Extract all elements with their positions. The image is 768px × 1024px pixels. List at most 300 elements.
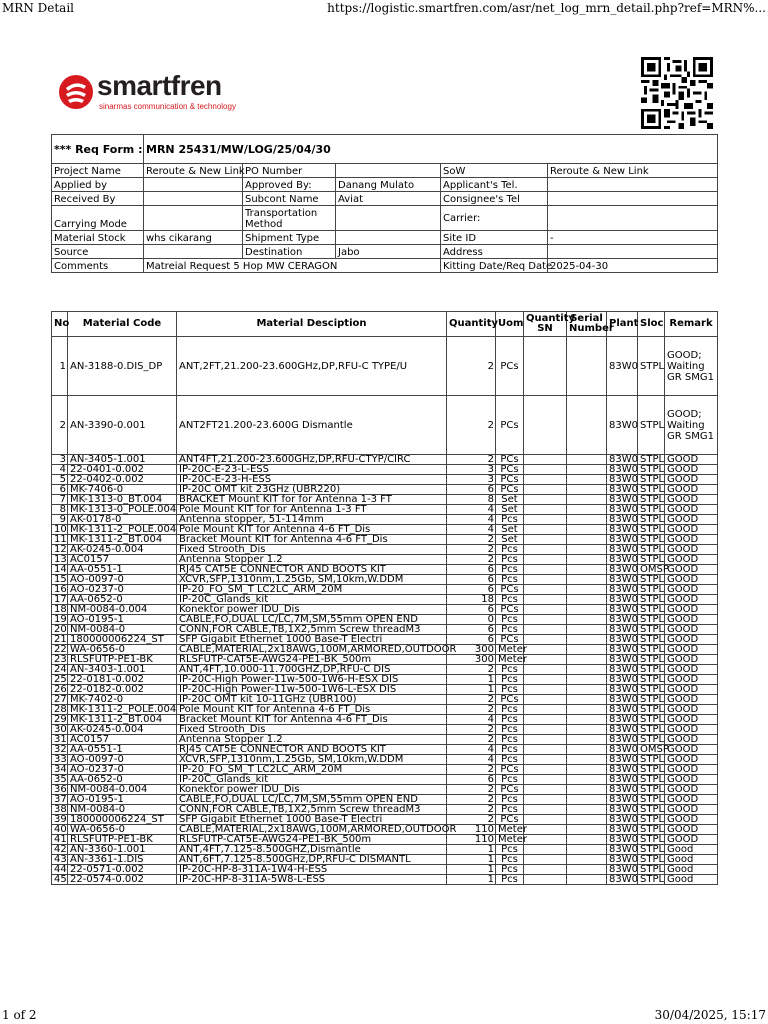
quantity-sn [524, 545, 567, 555]
quantity-sn [524, 835, 567, 845]
project-name-value: Reroute & New Link [144, 164, 243, 178]
destination-label: Destination [243, 245, 336, 259]
header-row [52, 245, 718, 259]
material-code: AK-0178-0 [68, 515, 177, 525]
material-code: AN-3360-1.001 [68, 845, 177, 855]
material-code: 180000006224_ST [68, 815, 177, 825]
table-row [52, 665, 718, 675]
quantity: 3 [447, 475, 496, 485]
material-description: ANT,2FT,21.200-23.600GHz,DP,RFU-C TYPE/U [177, 337, 447, 396]
serial-number [567, 865, 607, 875]
material-description: RJ45 CAT5E CONNECTOR AND BOOTS KIT [177, 745, 447, 755]
material-code: AN-3390-0.001 [68, 396, 177, 455]
table-row [52, 337, 718, 396]
remark: GOOD; Waiting GR SMG1 [665, 396, 718, 455]
row-number: 42 [52, 845, 68, 855]
quantity-sn [524, 635, 567, 645]
address-value [548, 245, 718, 259]
plant: 83W0 [607, 505, 638, 515]
quantity-sn [524, 655, 567, 665]
received-by-value [144, 192, 243, 206]
carrying-mode-label: Carrying Mode [52, 206, 144, 231]
serial-number [567, 725, 607, 735]
sloc: STPL [638, 495, 665, 505]
remark: GOOD [665, 565, 718, 575]
remark: Good [665, 865, 718, 875]
shipment-type-label: Shipment Type [243, 231, 336, 245]
table-row [52, 565, 718, 575]
material-description: Pole Mount KIT for Antenna 4-6 FT_Dis [177, 525, 447, 535]
row-number: 10 [52, 525, 68, 535]
materials-body [52, 337, 718, 885]
req-form-value: MRN 25431/MW/LOG/25/04/30 [144, 135, 718, 164]
quantity-sn [524, 795, 567, 805]
quantity-sn [524, 735, 567, 745]
remark: GOOD [665, 545, 718, 555]
serial-number [567, 625, 607, 635]
quantity: 0 [447, 615, 496, 625]
plant: 83W0 [607, 455, 638, 465]
row-number: 28 [52, 705, 68, 715]
plant: 83W0 [607, 675, 638, 685]
serial-number [567, 805, 607, 815]
uom: Meter [496, 825, 524, 835]
sloc: STPL [638, 645, 665, 655]
quantity: 300 [447, 645, 496, 655]
page-indicator: 1 of 2 [2, 1008, 37, 1022]
page-url[interactable]: https://logistic.smartfren.com/asr/net_log_mrn_detail.php?ref=MRN%... [327, 1, 766, 15]
table-row [52, 865, 718, 875]
quantity-sn [524, 755, 567, 765]
plant: 83W0 [607, 615, 638, 625]
column-header: Material Desciption [177, 312, 447, 337]
kitting-date-value: 2025-04-30 [548, 259, 718, 273]
quantity: 1 [447, 685, 496, 695]
serial-number [567, 555, 607, 565]
row-number: 40 [52, 825, 68, 835]
serial-number [567, 825, 607, 835]
quantity: 4 [447, 715, 496, 725]
quantity-sn [524, 455, 567, 465]
remark: GOOD [665, 585, 718, 595]
quantity-sn [524, 705, 567, 715]
approved-by-value: Danang Mulato [336, 178, 441, 192]
quantity-sn [524, 515, 567, 525]
quantity-sn [524, 715, 567, 725]
browser-footer [0, 1006, 768, 1024]
sloc: STPL [638, 775, 665, 785]
sloc: STPL [638, 505, 665, 515]
serial-number [567, 605, 607, 615]
transport-method-label: Transportation Method [243, 206, 336, 231]
quantity-sn [524, 785, 567, 795]
plant: 83W0 [607, 685, 638, 695]
comments-value: Matreial Request 5 Hop MW CERAGON [144, 259, 441, 273]
plant: 83W0 [607, 735, 638, 745]
material-description: ANT2FT21.200-23.600G Dismantle [177, 396, 447, 455]
plant: 83W0 [607, 745, 638, 755]
remark: GOOD [665, 575, 718, 585]
remark: Good [665, 845, 718, 855]
header-row [52, 259, 718, 273]
material-description: IP-20C-E-23-L-ESS [177, 465, 447, 475]
uom: Pcs [496, 615, 524, 625]
quantity-sn [524, 555, 567, 565]
serial-number [567, 475, 607, 485]
remark: GOOD [665, 615, 718, 625]
request-header-table [51, 134, 718, 273]
uom: PCs [496, 485, 524, 495]
table-row [52, 585, 718, 595]
sloc: STPL [638, 535, 665, 545]
table-row [52, 465, 718, 475]
plant: 83W0 [607, 655, 638, 665]
material-description: IP-20C-HP-8-311A-5W8-L-ESS [177, 875, 447, 885]
table-row [52, 525, 718, 535]
column-header: No [52, 312, 68, 337]
table-row [52, 515, 718, 525]
plant: 83W0 [607, 855, 638, 865]
serial-number [567, 855, 607, 865]
material-description: IP-20C OMT kit 23GHz (UBR220) [177, 485, 447, 495]
uom: PCs [496, 815, 524, 825]
remark: GOOD [665, 705, 718, 715]
carrying-mode-value [144, 206, 243, 231]
quantity: 2 [447, 765, 496, 775]
sloc: STPL [638, 665, 665, 675]
subcont-name-value: Aviat [336, 192, 441, 206]
row-number: 34 [52, 765, 68, 775]
row-number: 32 [52, 745, 68, 755]
sloc: STPL [638, 725, 665, 735]
quantity-sn [524, 665, 567, 675]
table-row [52, 725, 718, 735]
uom: PCs [496, 635, 524, 645]
material-description: Pole Mount KIT for Antenna 4-6 FT_Dis [177, 705, 447, 715]
sloc: STPL [638, 785, 665, 795]
serial-number [567, 875, 607, 885]
sloc: STPL [638, 525, 665, 535]
material-description: Konektor power IDU_Dis [177, 605, 447, 615]
table-row [52, 535, 718, 545]
quantity: 110 [447, 835, 496, 845]
material-description: CABLE,FO,DUAL LC/LC,7M,SM,55mm OPEN END [177, 615, 447, 625]
plant: 83W0 [607, 545, 638, 555]
row-number: 11 [52, 535, 68, 545]
quantity-sn [524, 575, 567, 585]
uom: Pcs [496, 625, 524, 635]
material-description: Pole Mount KIT for for Antenna 1-3 FT [177, 505, 447, 515]
serial-number [567, 575, 607, 585]
table-row [52, 575, 718, 585]
plant: 83W0 [607, 485, 638, 495]
serial-number [567, 465, 607, 475]
row-number: 16 [52, 585, 68, 595]
quantity-sn [524, 475, 567, 485]
sow-value: Reroute & New Link [548, 164, 718, 178]
remark: GOOD [665, 755, 718, 765]
uom: Pcs [496, 665, 524, 675]
quantity: 2 [447, 705, 496, 715]
plant: 83W0 [607, 795, 638, 805]
kitting-date-label: Kitting Date/Req Date [441, 259, 548, 273]
row-number: 33 [52, 755, 68, 765]
material-description: RLSFUTP-CAT5E-AWG24-PE1-BK_500m [177, 655, 447, 665]
uom: Meter [496, 835, 524, 845]
column-header: Material Code [68, 312, 177, 337]
quantity: 6 [447, 605, 496, 615]
material-description: Konektor power IDU_Dis [177, 785, 447, 795]
serial-number [567, 535, 607, 545]
table-row [52, 715, 718, 725]
quantity-sn [524, 685, 567, 695]
table-row [52, 495, 718, 505]
quantity-sn [524, 605, 567, 615]
sloc: STPL [638, 485, 665, 495]
material-code: MK-1311-2_POLE.004 [68, 525, 177, 535]
sloc: STPL [638, 595, 665, 605]
sloc: STPL [638, 835, 665, 845]
material-code: AA-0551-1 [68, 745, 177, 755]
quantity: 2 [447, 555, 496, 565]
remark: GOOD [665, 825, 718, 835]
quantity: 300 [447, 655, 496, 665]
destination-value: Jabo [336, 245, 441, 259]
remark: GOOD [665, 605, 718, 615]
quantity: 110 [447, 825, 496, 835]
sloc: STPL [638, 825, 665, 835]
table-row [52, 545, 718, 555]
material-description: IP-20C-HP-8-311A-1W4-H-ESS [177, 865, 447, 875]
table-row [52, 595, 718, 605]
quantity-sn [524, 875, 567, 885]
address-label: Address [441, 245, 548, 259]
row-number: 8 [52, 505, 68, 515]
quantity-sn [524, 565, 567, 575]
serial-number [567, 715, 607, 725]
quantity: 2 [447, 805, 496, 815]
material-description: BRACKET Mount KIT for for Antenna 1-3 FT [177, 495, 447, 505]
sloc: STPL [638, 845, 665, 855]
remark: GOOD [665, 805, 718, 815]
uom: PCs [496, 785, 524, 795]
row-number: 18 [52, 605, 68, 615]
plant: 83W0 [607, 705, 638, 715]
table-row [52, 775, 718, 785]
uom: PCs [496, 455, 524, 465]
table-row [52, 505, 718, 515]
plant: 83W0 [607, 565, 638, 575]
remark: GOOD [665, 635, 718, 645]
uom: Pcs [496, 845, 524, 855]
row-number: 29 [52, 715, 68, 725]
row-number: 27 [52, 695, 68, 705]
quantity-sn [524, 645, 567, 655]
quantity: 2 [447, 535, 496, 545]
material-code: AA-0551-1 [68, 565, 177, 575]
quantity: 6 [447, 565, 496, 575]
material-code: NM-0084-0.004 [68, 605, 177, 615]
serial-number [567, 735, 607, 745]
remark: GOOD [665, 775, 718, 785]
uom: Meter [496, 655, 524, 665]
uom: Pcs [496, 755, 524, 765]
sloc: OMSP [638, 745, 665, 755]
remark: GOOD [665, 595, 718, 605]
quantity: 6 [447, 575, 496, 585]
serial-number [567, 585, 607, 595]
remark: GOOD [665, 725, 718, 735]
quantity: 2 [447, 337, 496, 396]
table-row [52, 795, 718, 805]
material-code: 22-0402-0.002 [68, 475, 177, 485]
uom: Pcs [496, 685, 524, 695]
carrier-label: Carrier: [441, 206, 548, 231]
serial-number [567, 455, 607, 465]
material-description: SFP Gigabit Ethernet 1000 Base-T Electri [177, 815, 447, 825]
sloc: STPL [638, 675, 665, 685]
remark: Good [665, 875, 718, 885]
plant: 83W0 [607, 625, 638, 635]
sloc: STPL [638, 465, 665, 475]
row-number: 19 [52, 615, 68, 625]
remark: GOOD [665, 525, 718, 535]
material-code: NM-0084-0 [68, 625, 177, 635]
table-row [52, 675, 718, 685]
plant: 83W0 [607, 845, 638, 855]
plant: 83W0 [607, 815, 638, 825]
material-code: 22-0182-0.002 [68, 685, 177, 695]
material-code: AO-0237-0 [68, 765, 177, 775]
plant: 83W0 [607, 605, 638, 615]
quantity-sn [524, 585, 567, 595]
material-description: IP-20C-E-23-H-ESS [177, 475, 447, 485]
quantity-sn [524, 805, 567, 815]
subcont-name-label: Subcont Name [243, 192, 336, 206]
sloc: STPL [638, 855, 665, 865]
serial-number [567, 745, 607, 755]
uom: PCs [496, 337, 524, 396]
quantity: 4 [447, 525, 496, 535]
quantity-sn [524, 485, 567, 495]
material-description: Bracket Mount KIT for Antenna 4-6 FT_Dis [177, 715, 447, 725]
transport-method-value [336, 206, 441, 231]
table-row [52, 695, 718, 705]
row-number: 41 [52, 835, 68, 845]
serial-number [567, 545, 607, 555]
row-number: 23 [52, 655, 68, 665]
table-row [52, 635, 718, 645]
remark: GOOD [665, 695, 718, 705]
remark: GOOD [665, 815, 718, 825]
material-description: ANT,4FT,10.000-11.700GHZ,DP,RFU-C DIS [177, 665, 447, 675]
row-number: 44 [52, 865, 68, 875]
material-description: IP-20C_Glands_kit [177, 595, 447, 605]
plant: 83W0 [607, 555, 638, 565]
quantity-sn [524, 465, 567, 475]
plant: 83W0 [607, 645, 638, 655]
plant: 83W0 [607, 535, 638, 545]
material-code: AN-3188-0.DIS_DP [68, 337, 177, 396]
remark: GOOD; Waiting GR SMG1 [665, 337, 718, 396]
site-id-value: - [548, 231, 718, 245]
material-code: MK-1311-2_BT.004 [68, 715, 177, 725]
serial-number [567, 495, 607, 505]
uom: Set [496, 525, 524, 535]
quantity: 1 [447, 855, 496, 865]
row-number: 15 [52, 575, 68, 585]
material-description: IP-20C OMT kit 10-11GHz (UBR100) [177, 695, 447, 705]
material-code: MK-7402-0 [68, 695, 177, 705]
quantity: 6 [447, 625, 496, 635]
sloc: STPL [638, 685, 665, 695]
table-row [52, 835, 718, 845]
remark: GOOD [665, 655, 718, 665]
consignee-tel-value [548, 192, 718, 206]
table-row [52, 765, 718, 775]
req-form-row [52, 135, 718, 164]
uom: Pcs [496, 715, 524, 725]
table-row [52, 396, 718, 455]
print-datetime: 30/04/2025, 15:17 [654, 1008, 766, 1022]
material-code: AO-0195-1 [68, 615, 177, 625]
quantity-sn [524, 865, 567, 875]
sloc: OMSP [638, 565, 665, 575]
material-description: CABLE,FO,DUAL LC/LC,7M,SM,55mm OPEN END [177, 795, 447, 805]
material-code: MK-1311-2_BT.004 [68, 535, 177, 545]
sloc: STPL [638, 695, 665, 705]
row-number: 14 [52, 565, 68, 575]
po-number-value [336, 164, 441, 178]
quantity: 1 [447, 865, 496, 875]
serial-number [567, 695, 607, 705]
applicant-tel-value [548, 178, 718, 192]
po-number-label: PO Number [243, 164, 336, 178]
material-code: AN-3361-1.DIS [68, 855, 177, 865]
row-number: 3 [52, 455, 68, 465]
remark: GOOD [665, 715, 718, 725]
table-row [52, 825, 718, 835]
plant: 83W0 [607, 835, 638, 845]
remark: GOOD [665, 735, 718, 745]
column-header: Quantity SN [524, 312, 567, 337]
header-row [52, 178, 718, 192]
table-row [52, 615, 718, 625]
material-description: IP-20C_Glands_kit [177, 775, 447, 785]
table-row [52, 705, 718, 715]
table-row [52, 815, 718, 825]
comments-label: Comments [52, 259, 144, 273]
sloc: STPL [638, 475, 665, 485]
brand-tagline: sinarmas communication & technology [99, 102, 236, 111]
material-code: 180000006224_ST [68, 635, 177, 645]
material-description: RJ45 CAT5E CONNECTOR AND BOOTS KIT [177, 565, 447, 575]
material-description: IP-20_FO_SM_T LC2LC_ARM_20M [177, 765, 447, 775]
source-value [144, 245, 243, 259]
column-header: Plant [607, 312, 638, 337]
serial-number [567, 675, 607, 685]
plant: 83W0 [607, 465, 638, 475]
header-row [52, 192, 718, 206]
plant: 83W0 [607, 585, 638, 595]
serial-number [567, 765, 607, 775]
row-number: 17 [52, 595, 68, 605]
uom: Pcs [496, 875, 524, 885]
quantity-sn [524, 855, 567, 865]
remark: GOOD [665, 495, 718, 505]
req-form-label: *** Req Form : [52, 135, 144, 164]
row-number: 43 [52, 855, 68, 865]
